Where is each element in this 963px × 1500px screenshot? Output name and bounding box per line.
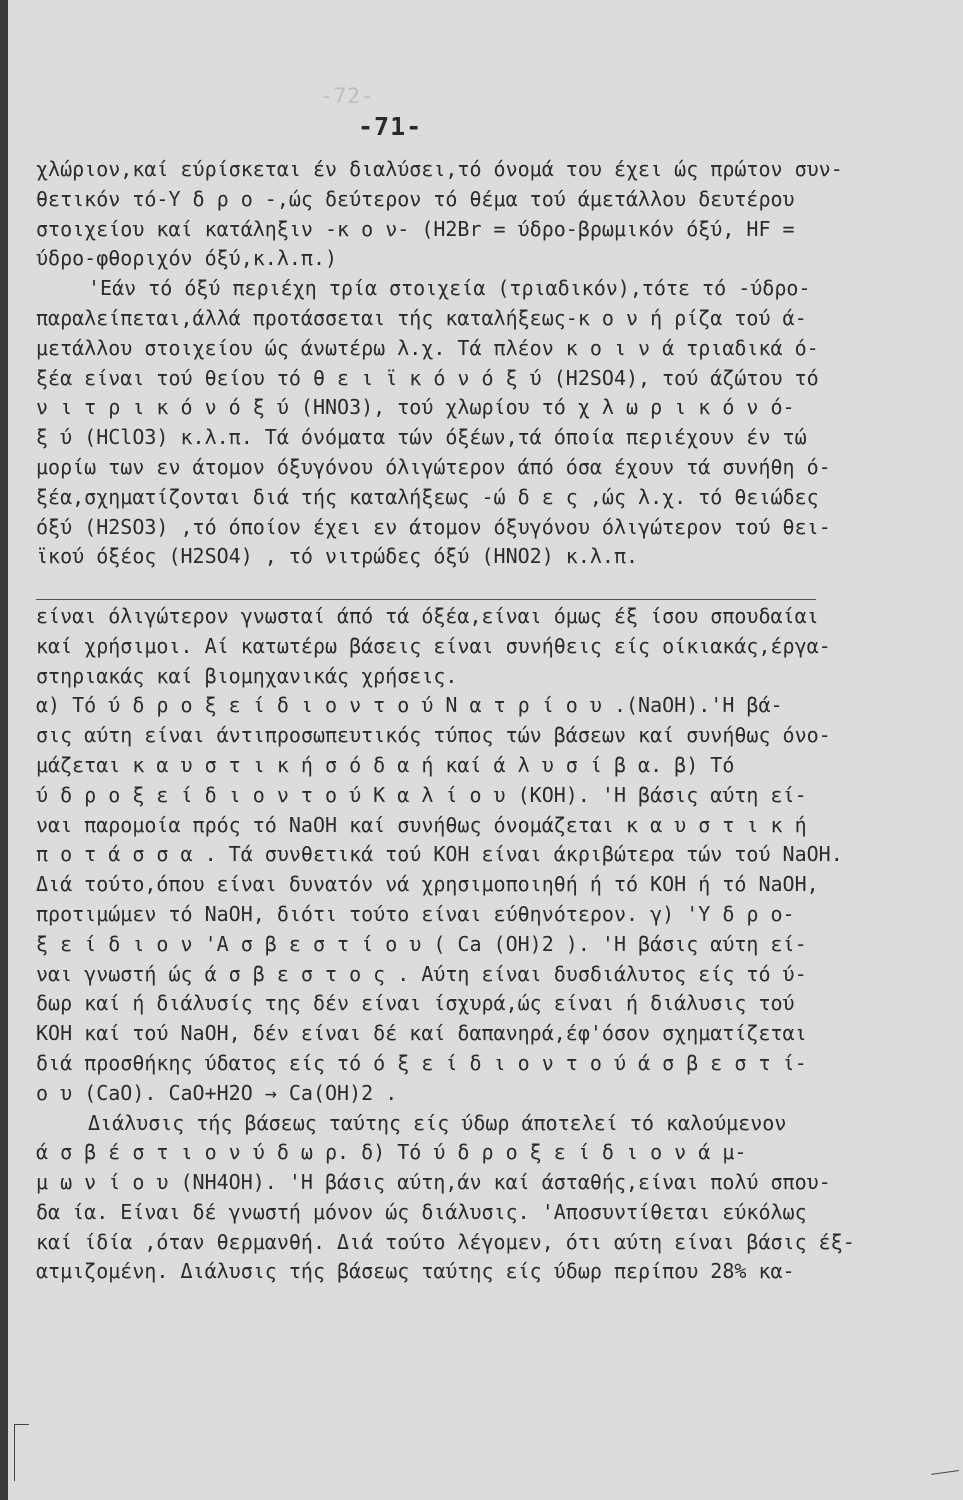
text-line: ατμιζομένη. Διάλυσις τής βάσεως ταύτης είς ύδωρ περίπου 28% κα- — [36, 1259, 795, 1284]
text-line: μ ω ν ί ο υ (NH4OH). 'Η βάσις αύτη,άν καί άσταθής,είναι πολύ σπου- — [36, 1170, 831, 1195]
text-line: α) Τό ύ δ ρ ο ξ ε ί δ ι ο ν τ ο ύ Ν α τ ρ ί ο υ .(NaOH).'Η βά- — [36, 693, 783, 718]
document-page — [8, 0, 963, 1500]
text-line: παραλείπεται,άλλά προτάσσεται τής καταλήξεως-κ ο ν ή ρίζα τού ά- — [36, 305, 807, 330]
ghost-page-number: -72- — [320, 84, 375, 108]
text-line: Διάλυσις τής βάσεως ταύτης είς ύδωρ άποτελεί τό καλούμενον — [88, 1110, 787, 1135]
text-line: ϊκού όξέος (H2SO4) , τό νιτρώδες όξύ (HNO2) κ.λ.π. — [36, 544, 639, 569]
text-line: μετάλλου στοιχείου ώς άνωτέρω λ.χ. Τά πλέον κ ο ι ν ά τριαδικά ό- — [36, 335, 819, 360]
text-line: 'Εάν τό όξύ περιέχη τρία στοιχεία (τριαδικόν),τότε τό -ύδρο- — [88, 276, 811, 301]
text-line: δα ία. Είναι δέ γνωστή μόνον ώς διάλυσις. 'Αποσυντίθεται εύκόλως — [36, 1199, 807, 1224]
text-line: ο υ (CaO). CaO+H2O → Ca(OH)2 . — [36, 1080, 398, 1105]
scan-left-border — [0, 0, 8, 1500]
body-text — [36, 155, 946, 1287]
text-line: όξύ (H2SO3) ,τό όποίον έχει εν άτομον όξυγόνου όλιγώτερον τού θει- — [36, 514, 831, 539]
text-line: χλώριον,καί εύρίσκεται έν διαλύσει,τό όνομά του έχει ώς πρώτον συν- — [36, 157, 843, 181]
text-line: προτιμώμεν τό NaOH, διότι τούτο είναι εύθηνότερον. γ) 'Υ δ ρ ο- — [36, 901, 795, 926]
text-line: μορίω των εν άτομον όξυγόνου όλιγώτερον άπό όσα έχουν τά συνήθη ό- — [36, 454, 831, 479]
margin-bracket-mark — [14, 1424, 29, 1481]
heading-underline — [36, 599, 816, 600]
text-line: Διά τούτο,όπου είναι δυνατόν νά χρησιμοποιηθή ή τό KOH ή τό NaOH, — [36, 872, 819, 897]
text-line: ξέα είναι τού θείου τό θ ε ι ϊ κ ό ν ό ξ ύ (H2SO4), τού άζώτου τό — [36, 365, 819, 390]
text-line: ύ δ ρ ο ξ ε ί δ ι ο ν τ ο ύ Κ α λ ί ο υ (KOH). 'Η βάσις αύτη εί- — [36, 782, 807, 807]
text-line: καί ίδία ,όταν θερμανθή. Διά τούτο λέγομεν, ότι αύτη είναι βάσις έξ- — [36, 1229, 855, 1254]
text-line: μάζεται κ α υ σ τ ι κ ή σ ό δ α ή καί ά λ υ σ ί β α. β) Τό — [36, 752, 735, 777]
text-line: ναι γνωστή ώς ά σ β ε σ τ ο ς . Αύτη είναι δυσδιάλυτος είς τό ύ- — [36, 961, 807, 986]
text-line: στηριακάς καί βιομηχανικάς χρήσεις. — [36, 663, 458, 688]
text-line: θετικόν τό-Υ δ ρ ο -,ώς δεύτερον τό θέμα τού άμετάλλου δευτέρου — [36, 186, 795, 211]
text-line: καί χρήσιμοι. Αί κατωτέρω βάσεις είναι συνήθεις είς οίκιακάς,έργα- — [36, 633, 831, 658]
text-line: π ο τ ά σ σ α . Τά συνθετικά τού KOH είναι άκριβώτερα τών τού NaOH. — [36, 842, 843, 867]
text-line: δωρ καί ή διάλυσίς της δέν είναι ίσχυρά,ώς είναι ή διάλυσις τού — [36, 991, 795, 1016]
section-heading-line — [36, 572, 946, 602]
text-line: KOH καί τού NaOH, δέν είναι δέ καί δαπανηρά,έφ'όσον σχηματίζεται — [36, 1021, 807, 1046]
text-line: ξ ύ (HClO3) κ.λ.π. Τά όνόματα τών όξέων,τά όποία περιέχουν έν τώ — [36, 425, 807, 450]
text-line: ξ ε ί δ ι ο ν 'Α σ β ε σ τ ί ο υ ( Ca (OH)2 ). 'Η βάσις αύτη εί- — [36, 931, 807, 956]
page-number: -71- — [358, 112, 423, 141]
text-line: στοιχείου καί κατάληξιν -κ ο ν- (H2Br = ύδρο-βρωμικόν όξύ, HF = — [36, 216, 795, 241]
text-line: ναι παρομοία πρός τό NaOH καί συνήθως όνομάζεται κ α υ σ τ ι κ ή — [36, 812, 807, 837]
text-line: ύδρο-φθοριχόν όξύ,κ.λ.π.) — [36, 246, 338, 271]
text-line: είναι όλιγώτερον γνωσταί άπό τά όξέα,είναι όμως έξ ίσου σπουδαίαι — [36, 603, 819, 628]
handwritten-margin-mark — [929, 1454, 959, 1475]
text-line: ν ι τ ρ ι κ ό ν ό ξ ύ (HNO3), τού χλωρίου τό χ λ ω ρ ι κ ό ν ό- — [36, 395, 795, 420]
text-line: σις αύτη είναι άντιπροσωπευτικός τύπος τών βάσεων καί συνήθως όνο- — [36, 723, 831, 748]
text-line: ξέα,σχηματίζονται διά τής καταλήξεως -ώ δ ε ς ,ώς λ.χ. τό θειώδες — [36, 484, 819, 509]
text-line: ά σ β έ σ τ ι ο ν ύ δ ω ρ. δ) Τό ύ δ ρ ο ξ ε ί δ ι ο ν ά μ- — [36, 1140, 747, 1165]
text-line: διά προσθήκης ύδατος είς τό ό ξ ε ί δ ι ο ν τ ο ύ ά σ β ε σ τ ί- — [36, 1050, 807, 1075]
